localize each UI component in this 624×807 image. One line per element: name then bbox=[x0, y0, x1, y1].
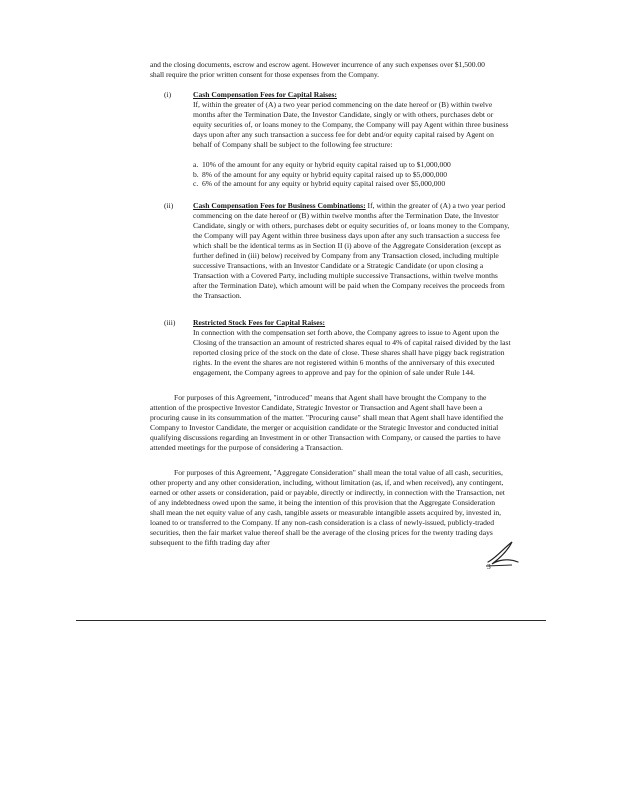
list-item: a. 10% of the amount for any equity or hybrid equity capital raised up to $1,000,000 bbox=[193, 160, 451, 169]
section-number: (i) bbox=[164, 90, 172, 99]
intro-paragraph: and the closing documents, escrow and escrow agent. However incurrence of any such expenses over $1,500.00 shall require the prior written consent for those expenses from the Company. bbox=[150, 60, 485, 79]
section-body: If, within the greater of (A) a two year period commencing on the date hereof or (B) within twelve months after the Termination Date, the Investor Candidate, singly or with others, purchases debt or equity securities of, or loans money to the Company, the Company will pay Agent within three business days upon after any such transaction a success fee which shall be the identical terms as in Section II (i) above of the Aggregate Consideration (except as further defined in (iii) below) received by Company from any Transaction closed, including multiple successive Transactions, with an Investor Candidate or a Strategic Candidate (or upon closing a Transaction with a Covered Party, including multiple successive Transactions, within twelve months after the Termination Date), which amount will be paid when the Company receives the proceeds from the Transaction. bbox=[193, 201, 510, 300]
section-number: (ii) bbox=[164, 201, 174, 210]
section-body: In connection with the compensation set forth above, the Company agrees to issue to Agent upon the Closing of the transaction an amount of restricted shares equal to 4% of capital raised divided by the last reported closing price of the stock on the date of close. These shares shall have piggy back registration rights. In the event the shares are not registered within 6 months of the anniversary of this executed engagement, the Company agrees to approve and pay for the opinion of sale under Rule 144. bbox=[193, 328, 511, 377]
section-body: If, within the greater of (A) a two year period commencing on the date hereof or (B) within twelve months after the Termination Date, the Investor Candidate, singly or with others, purchases debt or equity securities of, or loans money to the Company, the Company will pay Agent within three business days upon after any such transaction a success fee for debt and/or equity capital raised by Agent on behalf of Company shall be subject to the following fee structure: bbox=[193, 100, 509, 149]
list-item: c. 6% of the amount for any equity or hybrid equity capital raised over $5,000,000 bbox=[193, 179, 446, 189]
section-restricted-stock bbox=[193, 318, 511, 378]
section-number: (iii) bbox=[164, 318, 176, 327]
introduced-definition-paragraph: For purposes of this Agreement, "introduced" means that Agent shall have brought the Company to the attention of the prospective Investor Candidate, Strategic Investor or Transaction and Agent shall have been a procuring cause in its consummation of the matter. "Procuring cause" shall mean that Agent shall have identified the Company to Investor Candidate, the merger or acquisition candidate or the Strategic Investor and conducted initial qualifying discussions regarding an Investment in or other Transaction with Company, or caused the parties to have attended meetings for the purpose of considering a Transaction. bbox=[150, 393, 504, 452]
list-item: b. 8% of the amount for any equity or hybrid equity capital raised up to $5,000,000 bbox=[193, 169, 448, 179]
section-cash-capital-raises bbox=[193, 90, 511, 189]
page-number: 3 bbox=[487, 562, 491, 571]
section-heading: Cash Compensation Fees for Business Combinations: bbox=[193, 201, 366, 210]
section-cash-business-combinations bbox=[193, 201, 511, 301]
fee-structure-list bbox=[193, 160, 511, 189]
footer-rule bbox=[76, 620, 546, 621]
section-heading: Restricted Stock Fees for Capital Raises: bbox=[193, 318, 326, 327]
aggregate-consideration-paragraph: For purposes of this Agreement, "Aggregate Consideration" shall mean the total value of all cash, securities, other property and any other consideration, including, without limitation (as, if, and when received), any contingent, earned or other assets or consideration, paid or payable, directly or indirectly, in connection with the Transaction, net of any indebtedness owed upon the same, it being the intention of this provision that the Aggregate Consideration shall mean the net equity value of any cash, tangible assets or measurable intangible assets acquired by, invested in, loaned to or transferred to the Company. If any non-cash consideration is a class of newly-issued, publicly-traded securities, then the fair market value thereof shall be the average of the closing prices for the twenty trading days subsequent to the fifth trading day after bbox=[150, 468, 505, 547]
section-heading: Cash Compensation Fees for Capital Raises: bbox=[193, 90, 337, 99]
